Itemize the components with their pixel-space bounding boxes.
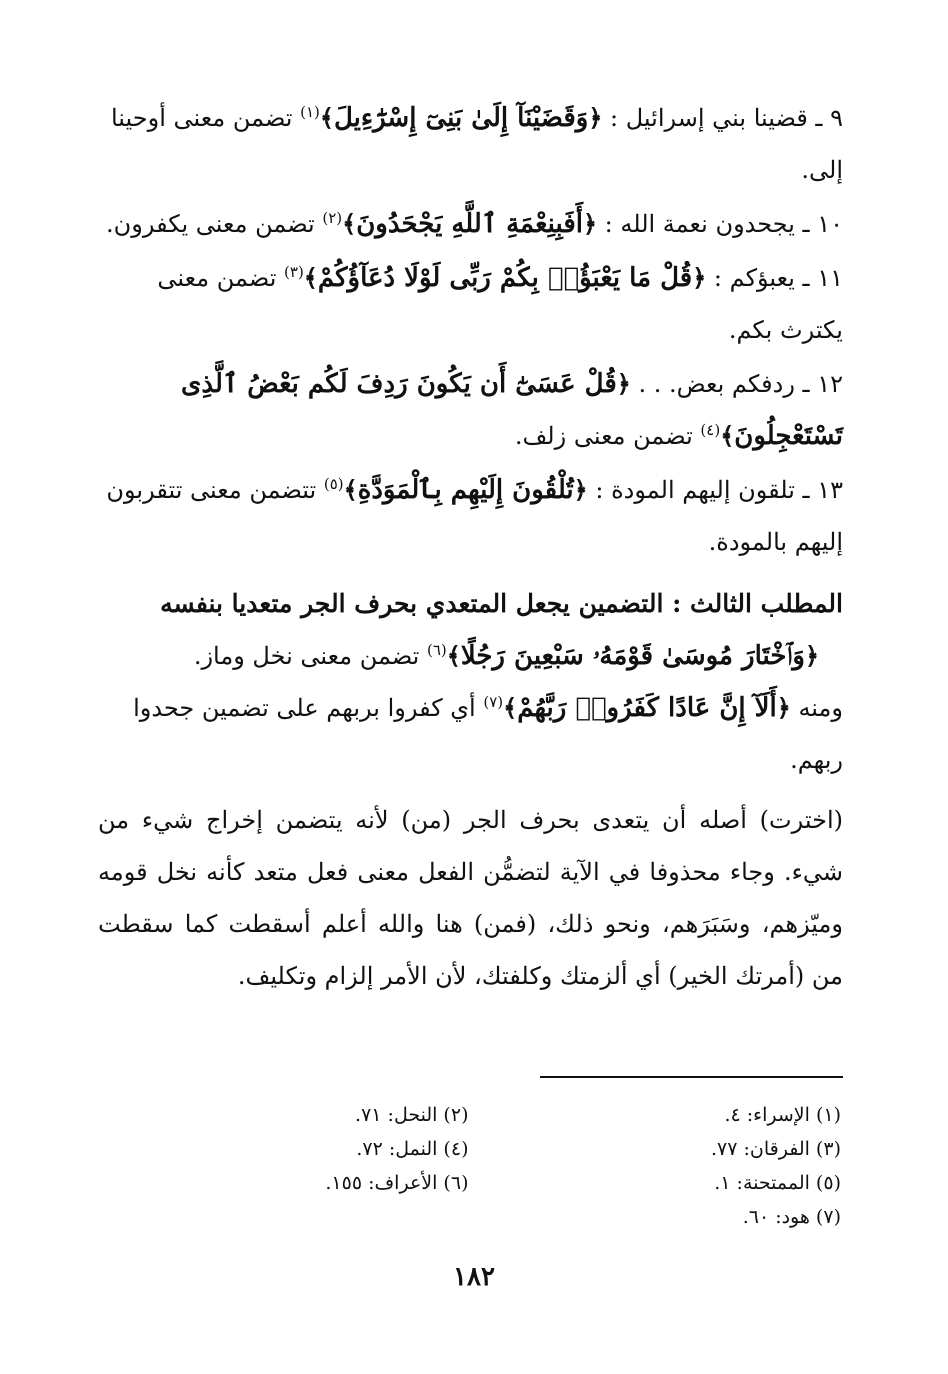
footnote-ref[interactable]: (٧) [483,693,504,711]
list-item [98,198,843,250]
item-tail: تضمن معنى زلف. [514,422,693,450]
quran-open-bracket: ﴿ [616,369,631,398]
item-tail: تضمن معنى أوحينا إلى. [110,104,843,184]
example-tail: تضمن معنى نخل وماز. [193,642,420,670]
list-item [98,252,843,356]
quran-close-bracket: ﴾ [319,103,334,132]
quran-verse: قُلْ عَسَىٰٓ أَن يَكُونَ رَدِفَ لَكُم بَعْضُ ٱلَّذِى تَسْتَعْجِلُونَ [181,369,843,451]
item-tail: تضمن معنى يكترث بكم. [157,264,843,344]
footnote-item: (٧) هود: ٦٠. [742,1206,841,1228]
example-line [98,630,843,682]
quran-verse: وَٱخْتَارَ مُوسَىٰ قَوْمَهُۥ سَبْعِينَ رَجُلًا [460,641,805,671]
quran-open-bracket: ﴿ [582,209,598,238]
item-lead: ـ تلقون إليهم المودة : [595,476,810,504]
footnote-ref[interactable]: (١) [300,103,320,121]
item-lead: ـ يجحدون نعمة الله : [604,210,810,238]
footnote-divider [540,1076,843,1078]
footnote-ref[interactable]: (٣) [284,263,304,281]
example-lead: ومنه [798,694,843,722]
item-tail: تضمن معنى يكفرون. [105,210,315,238]
footnote-item: (٤) النمل: ٧٢. [356,1138,469,1160]
footnote-ref[interactable]: (٦) [426,641,447,659]
item-number: ١٣ [817,476,843,504]
footnotes [98,1098,843,1234]
page-number: ١٨٢ [453,1262,495,1292]
footnote-item: (٦) الأعراف: ١٥٥. [325,1172,469,1194]
item-lead: ـ قضينا بني إسرائيل : [610,104,823,132]
footnote-ref[interactable]: (٤) [700,421,721,439]
list-item [98,464,843,568]
item-tail: تتضمن معنى تتقربون إليهم بالمودة. [106,476,843,556]
quran-close-bracket: ﴾ [503,693,518,722]
item-number: ١٠ [817,210,843,238]
quran-close-bracket: ﴾ [342,209,357,238]
footnote-ref[interactable]: (٢) [322,209,343,227]
section-heading: المطلب الثالث : التضمين يجعل المتعدي بحرف الجر متعديا بنفسه [160,589,843,618]
quran-open-bracket: ﴿ [573,475,588,504]
quran-verse: أَلَآ إِنَّ عَادًا كَفَرُوا۟ رَبَّهُمْ [517,693,777,723]
item-lead: ـ يعبؤكم : [713,264,810,292]
footnote-item: (١) الإسراء: ٤. [724,1104,841,1126]
quran-verse: أَفَبِنِعْمَةِ ٱللَّهِ يَجْحَدُونَ [356,209,583,239]
quran-open-bracket: ﴿ [588,103,603,132]
example-line [98,682,843,786]
quran-open-bracket: ﴿ [692,263,707,292]
list-item [98,358,843,462]
quran-open-bracket: ﴿ [804,641,819,670]
item-number: ٩ [830,104,843,132]
quran-close-bracket: ﴾ [343,475,358,504]
quran-verse: قُلْ مَا يَعْبَؤُا۟ بِكُمْ رَبِّى لَوْلَا دُعَآؤُكُمْ [317,263,693,293]
page-body [98,92,843,1002]
list-item [98,92,843,196]
quran-close-bracket: ﴾ [446,641,461,670]
quran-open-bracket: ﴿ [776,693,791,722]
item-number: ١٢ [817,370,843,398]
quran-verse: تُلْقُونَ إِلَيْهِم بِٱلْمَوَدَّةِ [357,475,574,505]
item-lead: ـ ردفكم بعض. . . [638,370,810,398]
explanation-paragraph: (اخترت) أصله أن يتعدى بحرف الجر (من) لأنه يتضمن إخراج شيء من شيء. وجاء محذوفا في الآية لتضمُّن الفعل معنى فعل متعد كأنه نخل قومه وميّزهم، وسَبَرَهم، ونحو ذلك، (فمن) هنا والله أعلم أسقطت كما سقطت من (أمرتك الخير) أي ألزمتك وكلفتك، لأن الأمر إلزام وتكليف. [98,806,843,990]
footnote-ref[interactable]: (٥) [323,475,344,493]
quran-close-bracket: ﴾ [303,263,318,292]
example-tail: أي كفروا بربهم على تضمين جحدوا ربهم. [133,694,843,774]
quran-verse: وَقَضَيْنَآ إِلَىٰ بَنِىٓ إِسْرَٰٓءِيلَ [333,103,589,133]
item-number: ١١ [817,264,843,292]
footnote-item: (٢) النحل: ٧١. [355,1104,469,1126]
footnote-item: (٥) الممتحنة: ١. [714,1172,841,1194]
quran-close-bracket: ﴾ [720,421,735,450]
footnote-item: (٣) الفرقان: ٧٧. [711,1138,841,1160]
